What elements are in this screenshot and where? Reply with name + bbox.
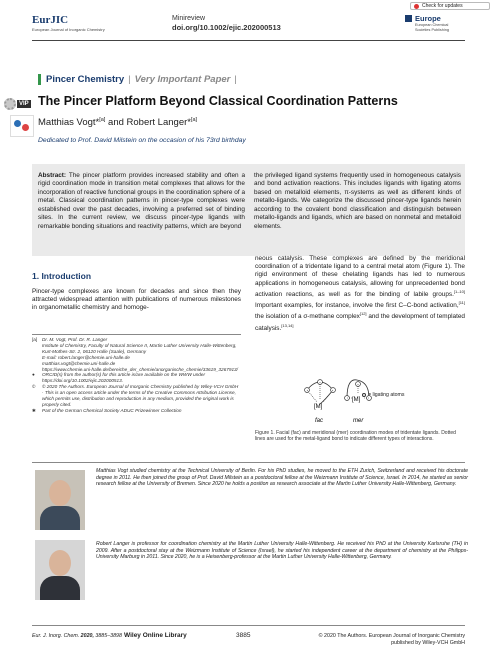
abstract-label: Abstract: [38, 172, 67, 179]
ref-link[interactable]: [1–10] [453, 288, 465, 294]
page-number: 3885 [236, 632, 251, 639]
author-langer-affil: [a] [190, 117, 198, 123]
check-updates-button[interactable] [410, 2, 490, 10]
section-designation: Very Important Paper [134, 74, 231, 85]
author-photo-vogt [35, 470, 85, 530]
ref-link[interactable]: [13,14] [281, 322, 294, 328]
section-heading-introduction: 1. Introduction [32, 271, 92, 281]
publisher-sub-2: Societies Publishing [415, 27, 449, 32]
article-title: The Pincer Platform Beyond Classical Coordination Patterns [38, 94, 398, 108]
publisher-logo [405, 14, 467, 32]
footer-divider [32, 625, 465, 626]
section-trailing-separator: | [234, 74, 237, 85]
gear-icon [4, 98, 16, 110]
copyright-notice: © 2020 The Authors. European Journal of Inorganic Chemistry published by Wiley-VCH GmbH [318, 633, 465, 646]
header-divider [32, 40, 465, 41]
section-line [46, 74, 241, 85]
section-category: Pincer Chemistry [46, 74, 125, 85]
vip-label: VIP [19, 101, 29, 107]
ref-link[interactable]: [12] [359, 311, 367, 317]
figure-1-caption: Figure 1. Facial (fac) and meridional (mer) coordination modes of tridentate ligands. Dotted lines are used for the metal-ligand bond to indicate different types of interactions. [255, 430, 456, 443]
website-link[interactable]: https://www.chemie.uni-halle.de/bereiche_der_chemie/anorganische_chemie/33619_3267913/ [42, 366, 238, 372]
article-type: Minireview [172, 15, 206, 22]
mer-structure [345, 380, 372, 424]
vip-badge [4, 93, 34, 115]
section-separator: | [128, 74, 131, 85]
fac-structure [305, 380, 336, 424]
footnote-divider [32, 334, 241, 335]
orcid-icon: ● [32, 372, 35, 378]
fac-metal-label: [M] [314, 404, 323, 410]
author-and: and [105, 117, 127, 129]
journal-subtitle: European Journal of Inorganic Chemistry [32, 27, 105, 32]
wiley-online-library-link[interactable]: Wiley Online Library [124, 632, 187, 639]
author-vogt-affil: [a] [99, 117, 106, 123]
email-link[interactable]: matthias.vogt@chemie.uni-halle.de [42, 360, 116, 366]
publisher-name: Europe [415, 14, 441, 23]
fac-label: fac [315, 418, 324, 424]
journal-header [32, 14, 105, 32]
author-langer[interactable]: Robert Langer* [126, 117, 191, 129]
section-accent-bar [38, 74, 41, 85]
figure-legend [362, 392, 404, 398]
bio-vogt: Matthias Vogt studied chemistry at the Technical University of Berlin. For his PhD studies, he moved to the ETH Zurich, Switzerland and received his doctorate degree in 2011. He then joined the group of Prof. David Milstein as a postdoctoral fellow at the Weizmann Institute of Science, Israel. In 2014, he started as senior research fellow at the University of Bremen. Since 2020 he holds a position as research associate at the Martin Luther University Halle-Wittenberg, Germany. [96, 468, 468, 488]
author-line [38, 117, 197, 128]
author-photo-langer [35, 540, 85, 600]
abstract-text-right: the privileged ligand systems frequently used in homogeneous catalysis and bond activation reactions. This includes ligands with ligating atoms based on metalloid elements, π-systems as well as different kinds of metallo-ligands. We categorize the discussed pincer-type ligands herein according to the covalent bond classification and distinguish between metallo-ligands and ligands, which are based on nonmetal and metalloid elements. [254, 172, 461, 230]
mer-metal-label: [M] [352, 397, 361, 403]
publisher-sub-1: European Chemical [415, 23, 449, 27]
mer-label: mer [353, 418, 364, 424]
doi-block [172, 14, 281, 32]
toc-graphic-thumbnail[interactable] [10, 115, 34, 137]
abstract-text-left: The pincer platform provides increased stability and often a rigid coordination mode in transition metal complexes that allows for the incorporation of reactive functional groups in the coordination sphere of a metal. Classical coordination patterns in pincer-type complexes were established over the past decades, involving a preferred set of binding sites. In the current review, we discuss pincer-type ligands with remarkable bonding situations and reactivity patterns, which are beyond [38, 172, 246, 230]
author-vogt[interactable]: Matthias Vogt* [38, 117, 100, 129]
ligating-atom-icon [362, 393, 366, 397]
abstract-box [32, 164, 465, 256]
update-icon [414, 4, 419, 9]
affiliation-footnotes: [a] Dr. M. Vogt, Prof. Dr. R. Langer Institute of Chemistry, Faculty of Natural Science II, Martin Luther University Halle-Wittenberg, Kurt-Mothes-Str. 2, 06120 Halle (Saale), Germany E-mail: robert.langer@chemie.uni-halle.de matthias.vogt@chemie.uni-halle.de https://www.chemie.uni-halle.de/bereiche_der_chemie/anorganische_chemie/33619_3267913/ ● ORCID(s) from the author(s) for this article is/are available on the WWW under https://doi.org/10.1002/ejic.202000513. © © 2020 The Authors. European Journal of Inorganic Chemistry published by Wiley-VCH GmbH · This is an open access article under the terms of the Creative Commons Attribution License, which permits use, distribution and reproduction in any medium, provided the original work is properly cited. ✱ Part of the German Chemical Society ADUC Prizewinner Collection [32, 337, 239, 413]
doi-link[interactable]: doi.org/10.1002/ejic.202000513 [172, 23, 281, 32]
check-updates-label: Check for updates [422, 3, 463, 9]
open-access-icon: © [32, 384, 36, 390]
abstract-left [38, 172, 245, 231]
bio-langer: Robert Langer is professor for coordination chemistry at the Martin Luther University Halle-Wittenberg. He received his PhD at the University Karlsruhe (TH) in 2009. After a postdoctoral stay at the Weizmann Institute of Science (Israel), he started his independent career at the department of chemistry at the Philipps-University Marburg in 2011. Since 2020, he is a Heisenberg-professor at the Martin Luther University Halle-Wittenberg, Germany. [96, 541, 468, 561]
citation: Eur. J. Inorg. Chem. 2020, 3885–3898 [32, 633, 122, 639]
journal-logo: EurJIC [32, 14, 69, 26]
collection-icon: ✱ [32, 407, 36, 413]
intro-text-left: Pincer-type complexes are known for decades and since then they attracted widespread attention with publications of numerous milestones in organometallic chemistry and homoge- [32, 288, 241, 312]
bio-divider [32, 462, 465, 463]
figure-legend-text: = ligating atoms [368, 392, 405, 398]
chemistry-europe-icon [405, 15, 412, 22]
email-link[interactable]: E-mail: robert.langer@chemie.uni-halle.de [42, 354, 130, 360]
intro-text-right: neous catalysis. These complexes are defined by the meridional coordination of a tridentate ligand to a central metal atom (Figure 1). The rigid environment of these chelating ligands has led to numerous applications in homogeneous catalysis, allowing for unprecedented bond activation reactions, as well as for the binding of labile groups.[1–10] Important examples, for instance, involve the first C–C-bond activation,[11] the isolation of a σ-methane complex[12] and the development of templated catalysis.[13,14] [255, 255, 465, 332]
dedication: Dedicated to Prof. David Milstein on the occasion of his 73rd birthday [38, 137, 246, 144]
ref-link[interactable]: [11] [458, 300, 465, 306]
